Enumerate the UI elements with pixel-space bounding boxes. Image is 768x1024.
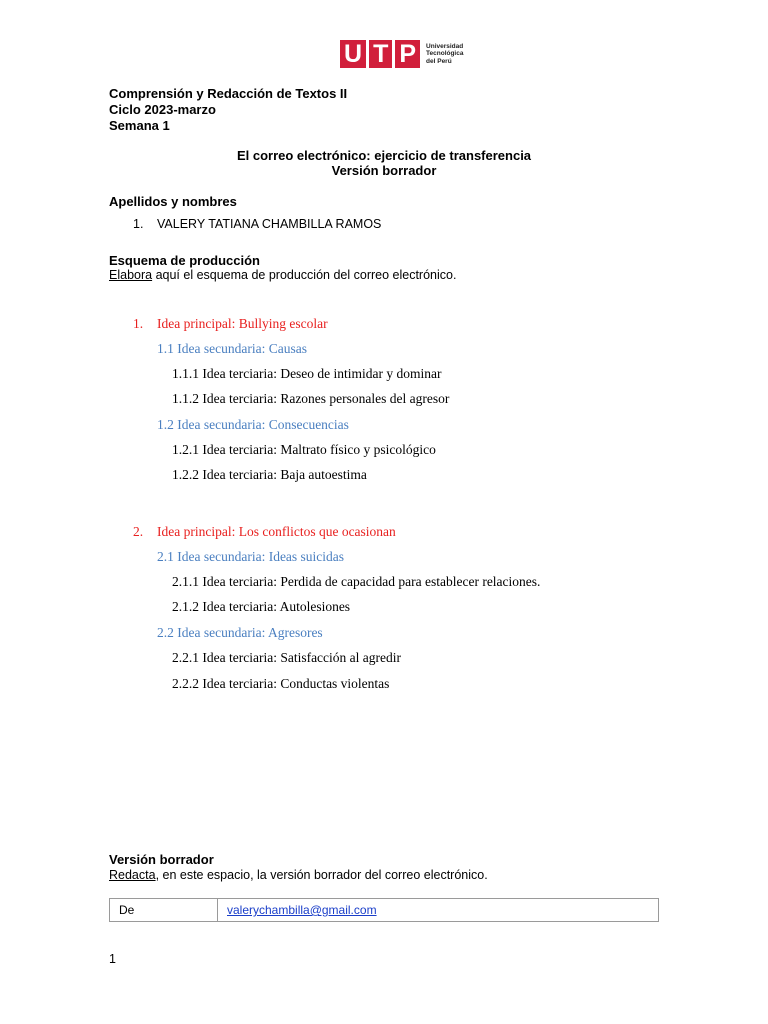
names-label: Apellidos y nombres bbox=[109, 194, 237, 209]
idea-2-1-secondary: 2.1 Idea secundaria: Ideas suicidas bbox=[157, 549, 345, 564]
scheme-instruction-verb: Elabora bbox=[109, 268, 153, 282]
idea-1-2-secondary: 1.2 Idea secundaria: Consecuencias bbox=[157, 417, 349, 432]
course-name: Comprensión y Redacción de Textos II bbox=[109, 86, 348, 101]
logo-mark bbox=[340, 40, 420, 68]
idea-1-1-1-tertiary: 1.1.1 Idea terciaria: Deseo de intimidar y dominar bbox=[172, 366, 442, 381]
idea-2-number: 2. bbox=[133, 524, 144, 539]
logo-letter-p: P bbox=[399, 40, 417, 68]
idea-2-2-secondary: 2.2 Idea secundaria: Agresores bbox=[157, 625, 323, 640]
page-number: 1 bbox=[109, 952, 116, 966]
email-from-link[interactable]: valerychambilla@gmail.com bbox=[227, 903, 377, 917]
idea-2-2-1-tertiary: 2.2.1 Idea terciaria: Satisfacción al agredir bbox=[172, 650, 402, 665]
idea-2-1-2-tertiary: 2.1.2 Idea terciaria: Autolesiones bbox=[172, 599, 351, 614]
names-list-number: 1. bbox=[133, 217, 144, 231]
idea-2-principal: Idea principal: Los conflictos que ocasionan bbox=[157, 524, 396, 539]
idea-1-1-2-tertiary: 1.1.2 Idea terciaria: Razones personales del agresor bbox=[172, 391, 450, 406]
logo-tagline: Universidad Tecnológica del Perú bbox=[426, 42, 464, 65]
draft-instruction: Redacta, en este espacio, la versión borrador del correo electrónico. bbox=[109, 868, 488, 882]
idea-2-2-2-tertiary: 2.2.2 Idea terciaria: Conductas violentas bbox=[172, 676, 390, 691]
draft-instruction-verb: Redacta bbox=[109, 868, 156, 882]
utp-logo bbox=[340, 40, 463, 68]
idea-1-2-1-tertiary: 1.2.1 Idea terciaria: Maltrato físico y psicológico bbox=[172, 442, 436, 457]
document-subtitle: Versión borrador bbox=[331, 163, 437, 178]
idea-2-1-1-tertiary: 2.1.1 Idea terciaria: Perdida de capacidad para establecer relaciones. bbox=[172, 574, 541, 589]
cycle: Ciclo 2023-marzo bbox=[109, 102, 216, 117]
idea-1-2-2-tertiary: 1.2.2 Idea terciaria: Baja autoestima bbox=[172, 467, 367, 482]
scheme-label: Esquema de producción bbox=[109, 253, 260, 268]
document-title: El correo electrónico: ejercicio de transferencia bbox=[236, 148, 532, 163]
draft-label: Versión borrador bbox=[109, 852, 214, 867]
logo-letter-u: U bbox=[344, 40, 363, 68]
week: Semana 1 bbox=[109, 118, 170, 133]
student-name: VALERY TATIANA CHAMBILLA RAMOS bbox=[157, 217, 382, 231]
scheme-instruction: Elabora aquí el esquema de producción del correo electrónico. bbox=[109, 268, 457, 282]
logo-letter-t: T bbox=[373, 40, 389, 68]
email-from-row bbox=[110, 899, 659, 922]
idea-1-principal: Idea principal: Bullying escolar bbox=[157, 316, 328, 331]
idea-1-1-secondary: 1.1 Idea secundaria: Causas bbox=[157, 341, 307, 356]
email-header-table bbox=[109, 898, 659, 922]
email-from-cell bbox=[218, 899, 659, 922]
idea-1-number: 1. bbox=[133, 316, 144, 331]
email-from-label: De bbox=[110, 899, 218, 922]
